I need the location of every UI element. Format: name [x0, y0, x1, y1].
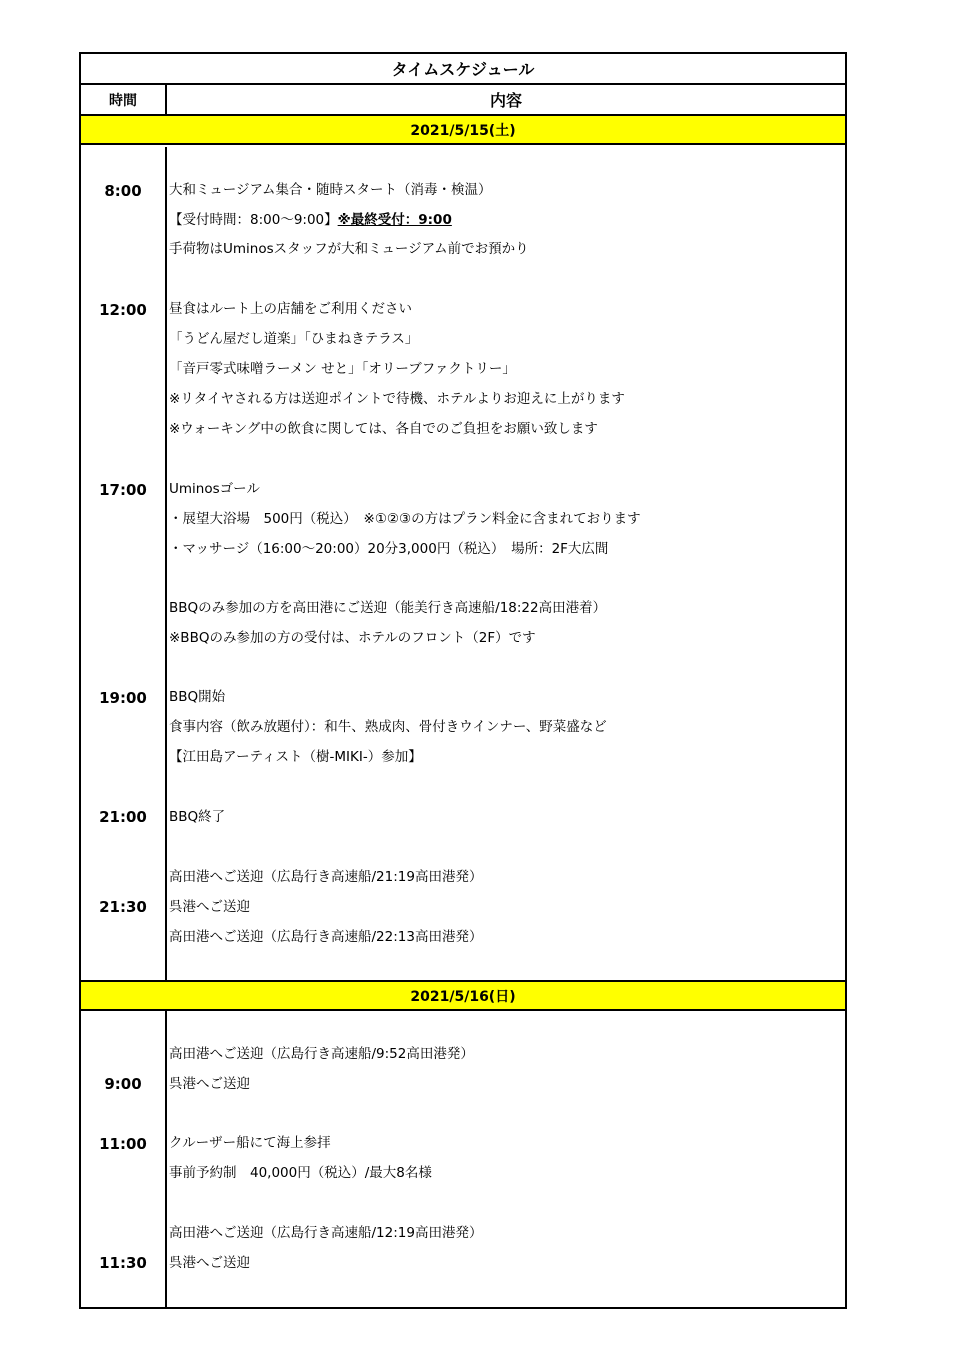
time-cell: 21:30 [99, 898, 147, 916]
schedule-line: 昼食はルート上の店舗をご利用ください [169, 301, 412, 317]
schedule-line: 高田港へご送迎（広島行き高速船/9:52高田港発） [169, 1046, 474, 1062]
schedule-line: ※ウォーキング中の飲食に関しては、各自でのご負担をお願い致します [169, 421, 598, 437]
schedule-line: 高田港へご送迎（広島行き高速船/12:19高田港発） [169, 1225, 483, 1241]
schedule-line: BBQ開始 [169, 689, 226, 705]
schedule-line: ・展望大浴場 500円（税込） ※①②③の方はプラン料金に含まれております [169, 511, 641, 527]
day1-date-row: 2021/5/15(土) [81, 116, 845, 145]
schedule-line: BBQ終了 [169, 809, 226, 825]
final-reception-note: ※最終受付：9:00 [337, 212, 452, 228]
schedule-line: Uminosゴール [169, 481, 260, 497]
column-divider [165, 147, 167, 980]
schedule-line: 【江田島アーティスト（樹-MIKI-）参加】 [169, 749, 422, 765]
time-cell: 11:30 [99, 1254, 147, 1272]
schedule-line: 大和ミュージアム集合・随時スタート（消毒・検温） [169, 182, 492, 198]
time-cell: 9:00 [104, 1075, 142, 1093]
schedule-line: 呉港へご送迎 [169, 1076, 250, 1092]
time-cell: 21:00 [99, 808, 147, 826]
time-cell: 12:00 [99, 301, 147, 319]
schedule-line: ・マッサージ（16:00～20:00）20分3,000円（税込） 場所：2F大広間 [169, 541, 609, 557]
schedule-line: ※リタイヤされる方は送迎ポイントで待機、ホテルよりお迎えに上がります [169, 391, 625, 407]
day1-schedule-block [81, 147, 845, 980]
schedule-line: 事前予約制 40,000円（税込）/最大8名様 [169, 1165, 432, 1181]
time-cell: 19:00 [99, 689, 147, 707]
schedule-title: タイムスケジュール [81, 54, 845, 85]
content-column-header: 内容 [489, 91, 522, 110]
time-column-header: 時間 [81, 85, 167, 114]
schedule-line: 「うどん屋だし道楽」「ひまねきテラス」 [169, 331, 419, 347]
schedule-line: 呉港へご送迎 [169, 899, 250, 915]
schedule-line: ※BBQのみ参加の方の受付は、ホテルのフロント（2F）です [169, 630, 536, 646]
schedule-line: 食事内容（飲み放題付）：和牛、熟成肉、骨付きウインナー、野菜盛など [169, 719, 607, 735]
time-cell: 17:00 [99, 481, 147, 499]
time-cell: 11:00 [99, 1135, 147, 1153]
schedule-line: 「音戸零式味噌ラーメン せと」「オリーブファクトリー」 [169, 361, 516, 377]
day2-schedule-block [81, 1011, 845, 1307]
schedule-line: クルーザー船にて海上参拝 [169, 1135, 331, 1151]
schedule-table [79, 52, 847, 1309]
schedule-line: 手荷物はUminosスタッフが大和ミュージアム前でお預かり [169, 241, 529, 257]
time-cell: 8:00 [104, 182, 142, 200]
schedule-line: 高田港へご送迎（広島行き高速船/22:13高田港発） [169, 929, 483, 945]
schedule-line: 高田港へご送迎（広島行き高速船/21:19高田港発） [169, 869, 483, 885]
schedule-line [169, 210, 452, 230]
schedule-line: 呉港へご送迎 [169, 1255, 250, 1271]
column-divider [165, 1011, 167, 1307]
column-header-row [81, 85, 845, 116]
schedule-line: BBQのみ参加の方を高田港にご送迎（能美行き高速船/18:22高田港着） [169, 600, 607, 616]
day2-date-row: 2021/5/16(日) [81, 980, 845, 1011]
reception-hours: 【受付時間：8:00～9:00】 [169, 212, 338, 228]
